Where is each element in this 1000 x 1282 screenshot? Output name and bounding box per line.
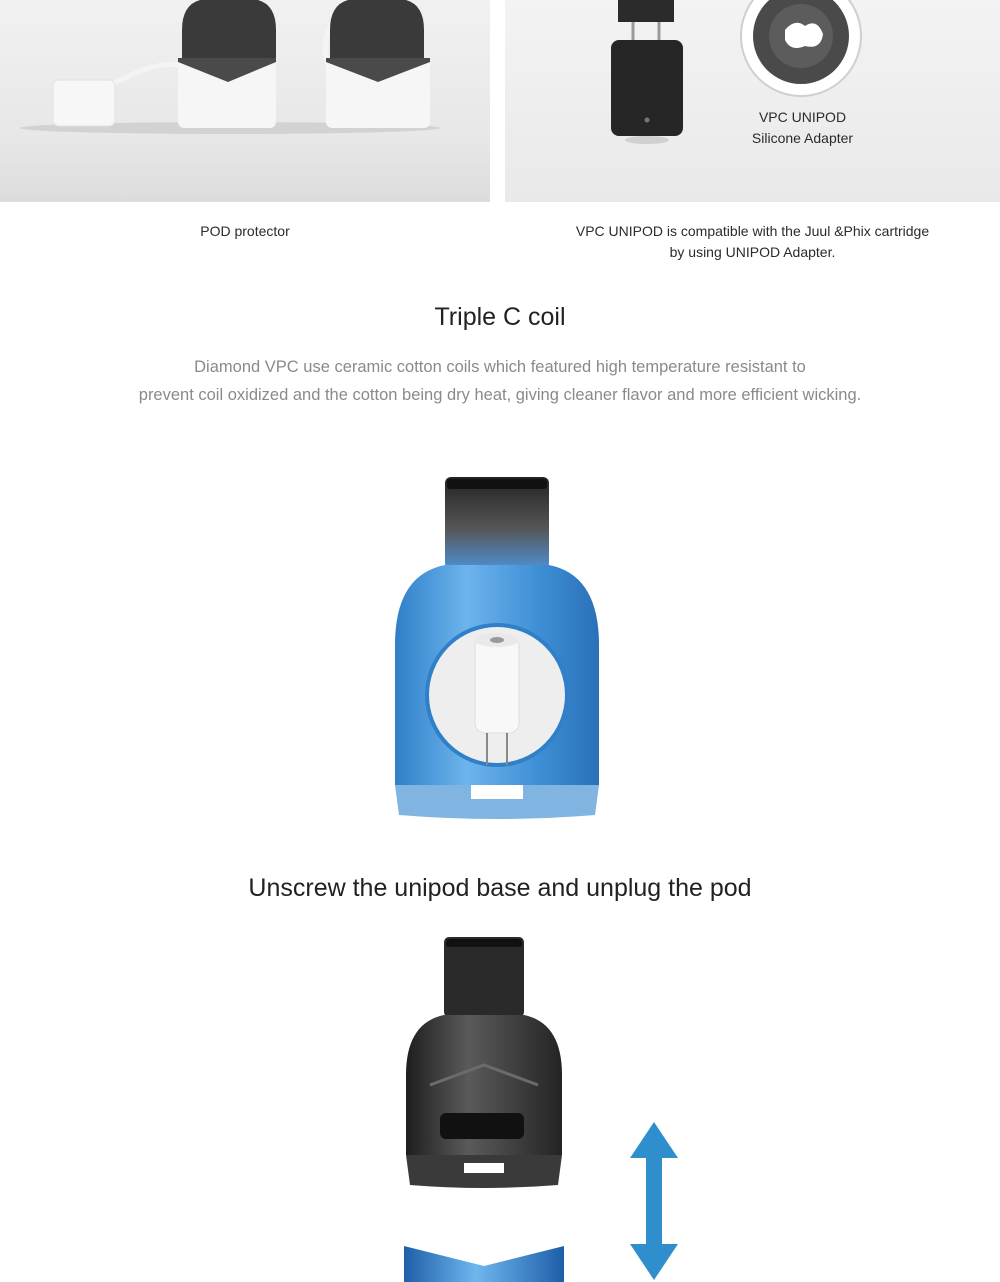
unscrew-section-title: Unscrew the unipod base and unplug the pod: [248, 874, 752, 902]
coil-description-line1: Diamond VPC use ceramic cotton coils which featured high temperature resistant to: [194, 358, 806, 376]
adapter-label-line2: Silicone Adapter: [751, 130, 854, 146]
pod-protector-photo: [0, 0, 490, 202]
adapter-label-line1: VPC UNIPOD: [758, 109, 847, 125]
dark-pod-illustration: [400, 935, 570, 1195]
blue-pod-coil-illustration: [385, 475, 615, 825]
pod-protector-caption: POD protector: [200, 223, 290, 239]
adapter-photo: [505, 0, 1000, 202]
adapter-illustration: [505, 0, 1000, 202]
pod-protector-illustration: [0, 0, 490, 202]
coil-description-line2: prevent coil oxidized and the cotton being dry heat, giving cleaner flavor and more efficient wicking.: [138, 386, 862, 404]
up-down-arrow-icon: [626, 1120, 682, 1282]
coil-section-title: Triple C coil: [434, 303, 566, 331]
compatibility-caption-line1: VPC UNIPOD is compatible with the Juul &Phix cartridge: [575, 223, 930, 239]
blue-unipod-base-illustration: [402, 1246, 566, 1282]
compatibility-caption-line2: by using UNIPOD Adapter.: [669, 244, 836, 260]
